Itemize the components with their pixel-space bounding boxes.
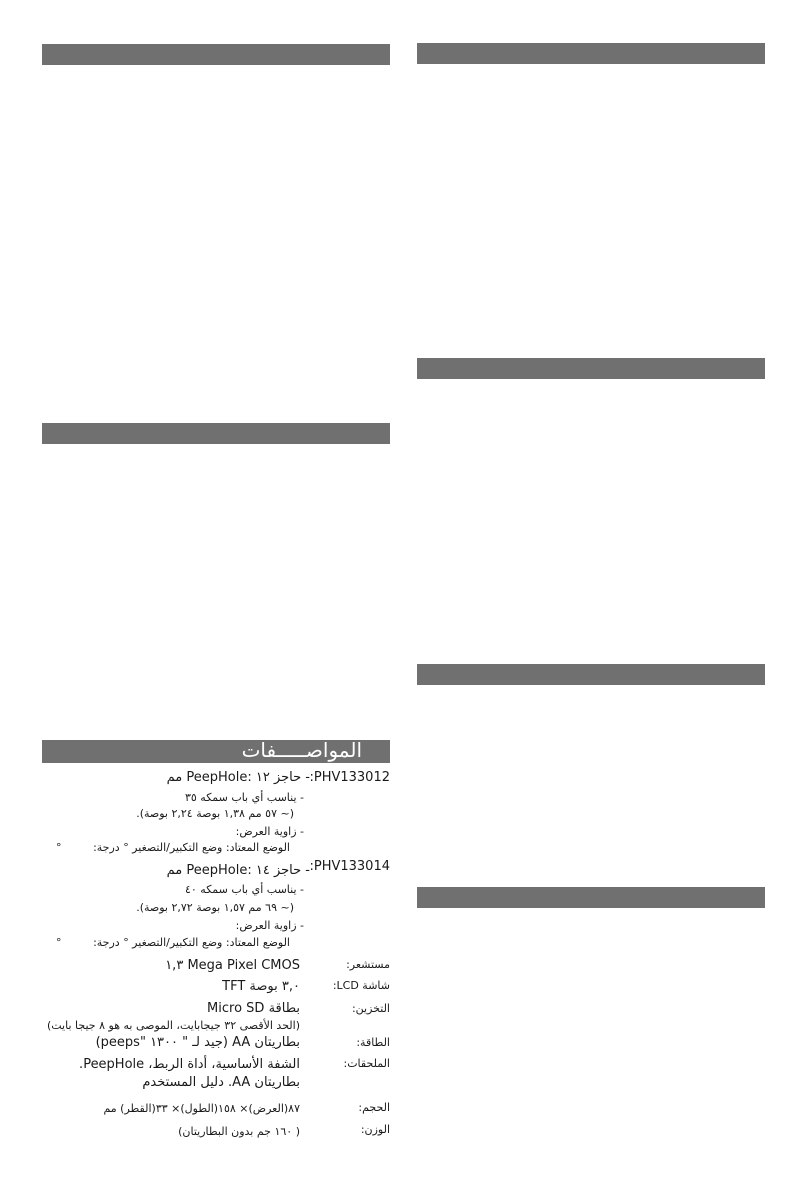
sensor-label: مستشعر: — [346, 958, 390, 971]
model-2-mode-degree: ° — [56, 936, 62, 949]
section-header-bar-right-3 — [417, 664, 765, 685]
section-header-bar-right-2 — [417, 358, 765, 379]
lcd-label: شاشة LCD: — [332, 979, 390, 992]
weight-label: الوزن: — [360, 1123, 390, 1136]
power-label: الطاقة: — [356, 1036, 390, 1049]
model-1-mode: الوضع المعتاد: وضع التكبير/التصغير ° درجة: — [93, 841, 290, 854]
model-2-name: :PHV133014 — [309, 859, 390, 874]
size-label: الحجم: — [358, 1101, 390, 1114]
storage-value: بطاقة Micro SD — [207, 1001, 300, 1016]
model-1-size: - حاجز ١٢ :PeepHole مم — [166, 770, 310, 785]
model-2-fit: - يناسب أي باب سمكه ٤٠ — [184, 883, 304, 896]
storage-note: (الحد الأقصى ٣٢ جيجابايت، الموصى به هو ٨ جيجا بايت) — [46, 1019, 300, 1032]
model-1-fit: - يناسب أي باب سمكه ٣٥ — [184, 791, 304, 804]
section-header-bar-right-1 — [417, 43, 765, 64]
lcd-value: ٣,٠ بوصة TFT — [222, 979, 300, 994]
specifications-header-bar — [42, 740, 390, 763]
power-value: بطاريتان AA (جيد لـ " ١٣٠٠ "peeps) — [95, 1035, 300, 1050]
accessories-line-1: الشفة الأساسية، أداة الربط، PeepHole. — [79, 1057, 300, 1072]
size-value: ٨٧(العرض)× ١٥٨(الطول)× ٣٣(القطر) مم — [103, 1102, 300, 1115]
model-1-fit-detail: (~ ٥٧ مم ١,٣٨ بوصة ٢,٢٤ بوصة). — [136, 807, 294, 820]
section-header-bar-right-4 — [417, 887, 765, 908]
model-1-angle-label: - زاوية العرض: — [235, 825, 304, 838]
storage-label: التخزين: — [351, 1002, 390, 1015]
model-1-mode-degree: ° — [56, 841, 62, 854]
section-header-bar-left-2 — [42, 423, 390, 444]
model-2-fit-detail: (~ ٦٩ مم ١,٥٧ بوصة ٢,٧٢ بوصة). — [136, 901, 294, 914]
model-2-mode: الوضع المعتاد: وضع التكبير/التصغير ° درجة: — [93, 936, 290, 949]
model-1-name: :PHV133012 — [309, 770, 390, 785]
specifications-block — [42, 766, 390, 1146]
accessories-line-2: بطاريتان AA. دليل المستخدم — [142, 1075, 300, 1090]
weight-value: ( ١٦٠ جم بدون البطاريتان) — [178, 1125, 300, 1138]
accessories-label: الملحقات: — [343, 1057, 390, 1070]
specifications-title: المواصـــــفات — [241, 738, 362, 762]
model-2-size: - حاجز ١٤ :PeepHole مم — [166, 863, 310, 878]
sensor-value: Mega Pixel CMOS ١,٣ — [165, 958, 300, 973]
model-2-angle-label: - زاوية العرض: — [235, 919, 304, 932]
section-header-bar-left-1 — [42, 44, 390, 65]
